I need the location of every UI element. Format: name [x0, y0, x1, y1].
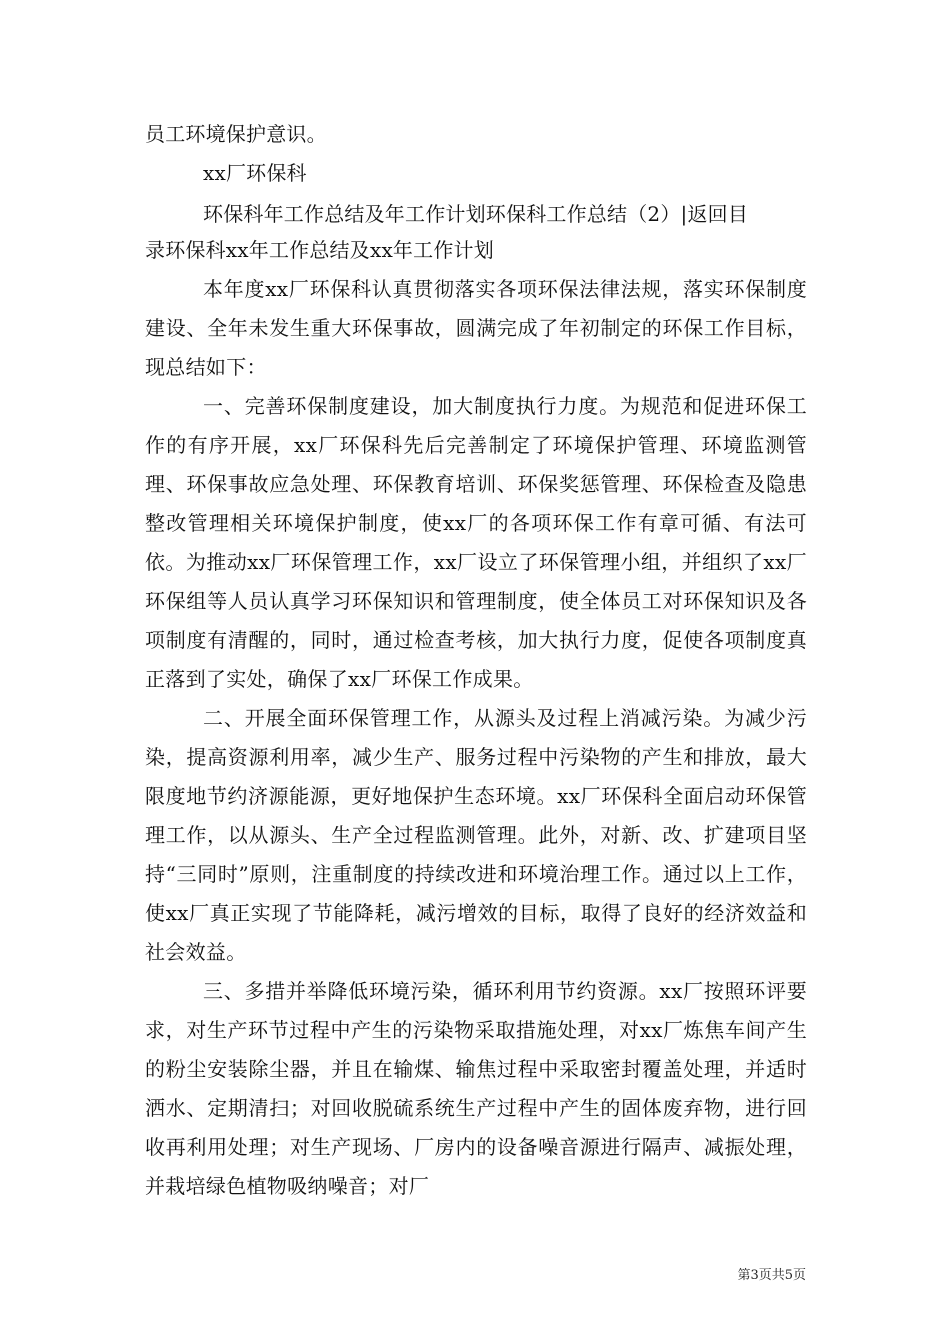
intro-paragraph: 本年度xx厂环保科认真贯彻落实各项环保法律法规，落实环保制度建设、全年未发生重大环保事故，圆满完成了年初制定的环保工作目标，现总结如下： [145, 277, 807, 379]
document-body [145, 118, 807, 1206]
text-line-1: 员工环境保护意识。 [145, 122, 327, 146]
department-signature: xx厂环保科 [203, 161, 307, 185]
paragraph-2: 二、开展全面环保管理工作，从源头及过程上消减污染。为减少污染，提高资源利用率，减少生产、服务过程中污染物的产生和排放，最大限度地节约济源能源，更好地保护生态环境。xx厂环保科全面启动环保管理工作，以从源头、生产全过程监测管理。此外，对新、改、扩建项目坚持“三同时”原则，注重制度的持续改进和环境治理工作。通过以上工作，使xx厂真正实现了节能降耗，减污增效的目标，取得了良好的经济效益和社会效益。 [145, 706, 807, 964]
paragraph-3: 三、多措并举降低环境污染，循环利用节约资源。xx厂按照环评要求，对生产环节过程中产生的污染物采取措施处理，对xx厂炼焦车间产生的粉尘安装除尘器，并且在输煤、输焦过程中采取密封覆盖处理，并适时洒水、定期清扫；对回收脱硫系统生产过程中产生的固体废弃物，进行回收再利用处理；对生产现场、厂房内的设备噪音源进行隔声、减振处理，并栽培绿色植物吸纳噪音；对厂 [145, 979, 807, 1198]
section-heading-line: 环保科年工作总结及年工作计划环保科工作总结（2）|返回目 [203, 202, 749, 226]
paragraph-1: 一、完善环保制度建设，加大制度执行力度。为规范和促进环保工作的有序开展，xx厂环保科先后完善制定了环境保护管理、环境监测管理、环保事故应急处理、环保教育培训、环保奖惩管理、环保检查及隐患整改管理相关环境保护制度，使xx厂的各项环保工作有章可循、有法可依。为推动xx厂环保管理工作，xx厂设立了环保管理小组，并组织了xx厂环保组等人员认真学习环保知识和管理制度，使全体员工对环保知识及各项制度有清醒的，同时，通过检查考核，加大执行力度，促使各项制度真正落到了实处，确保了xx厂环保工作成果。 [145, 394, 807, 691]
page-footer: 第3页共5页 [737, 1268, 806, 1283]
section-heading-continuation: 录环保科xx年工作总结及xx年工作计划 [145, 238, 494, 262]
